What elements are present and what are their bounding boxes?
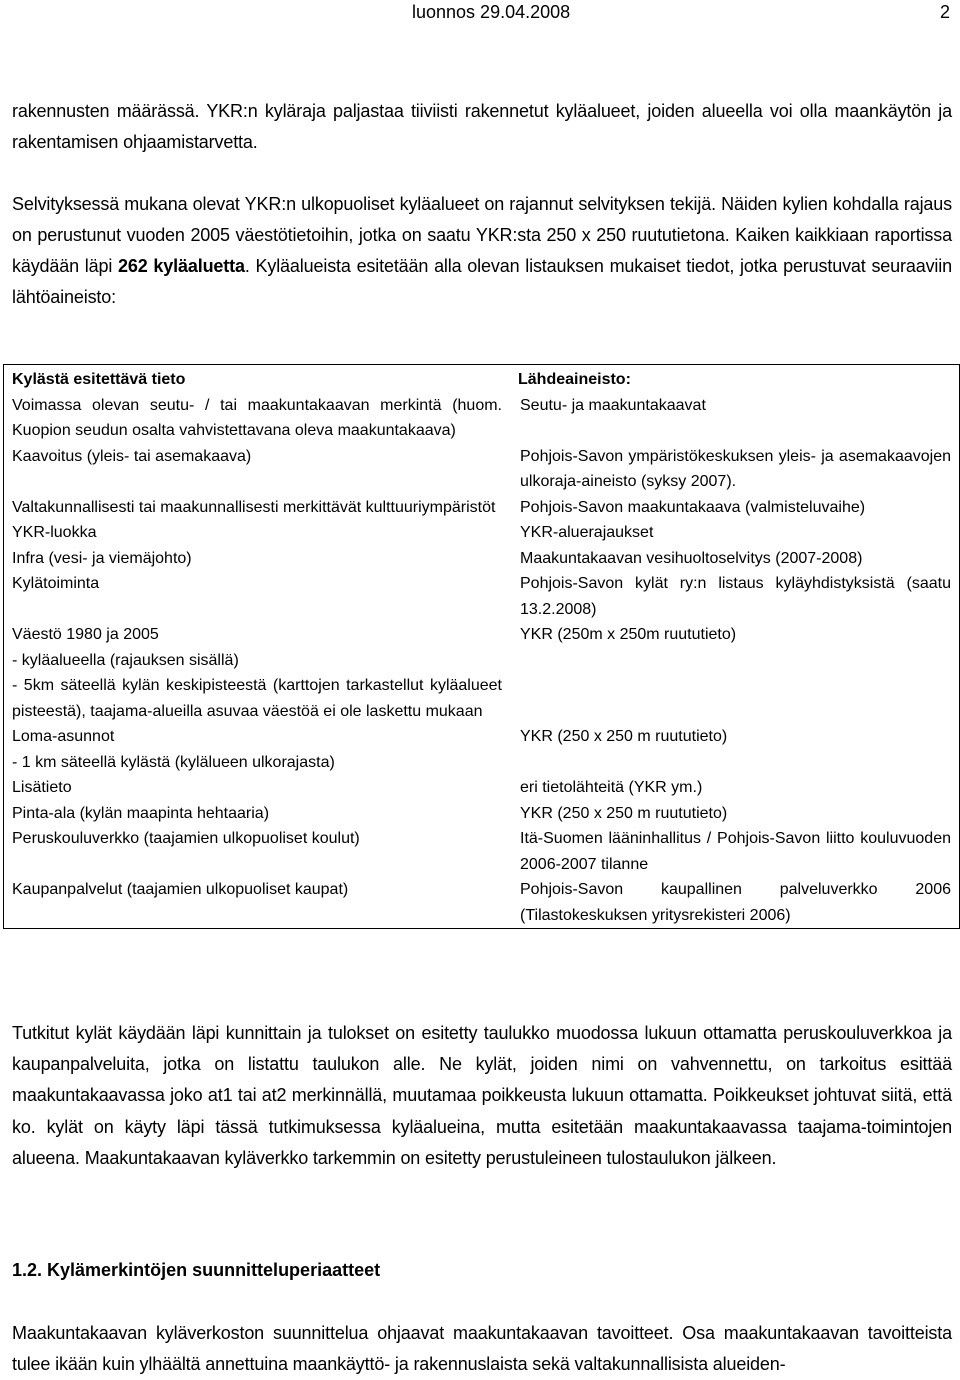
table-row	[4, 546, 960, 572]
paragraph-intro: rakennusten määrässä. YKR:n kyläraja paljastaa tiiviisti rakennetut kyläalueet, joiden alueella voi olla maankäytön ja rakentamisen ohjaamistarvetta.	[12, 101, 952, 152]
table-row	[4, 775, 960, 801]
table-header-row	[4, 365, 960, 393]
table-cell-source: Pohjois-Savon ympäristökeskuksen yleis- ja asemakaavojen ulkoraja-aineisto (syksy 2007).	[520, 447, 951, 490]
table-cell-info	[4, 724, 511, 775]
table-cell-source: Maakuntakaavan vesihuoltoselvitys (2007-2008)	[520, 549, 863, 567]
page-header	[12, 2, 952, 26]
table-header-source: Lähdeaineisto:	[518, 371, 631, 388]
table-row	[4, 724, 960, 775]
table-row	[4, 520, 960, 546]
paragraph-planning: Maakuntakaavan kyläverkoston suunnittelua ohjaavat maakuntakaavan tavoitteet. Osa maakuntakaavan tavoitteista tulee ikään kuin ylhäältä annettuina maankäyttö- ja rakennuslaista sekä valtakunnallisista alueiden-	[12, 1323, 952, 1374]
table-cell-source: YKR-aluerajaukset	[520, 524, 654, 541]
table-header-info: Kylästä esitettävä tieto	[12, 371, 186, 388]
table-cell-source: YKR (250m x 250m ruututieto)	[520, 626, 737, 643]
table-cell-source: Pohjois-Savon kylät ry:n listaus kyläyhdistyksistä (saatu 13.2.2008)	[520, 575, 951, 618]
table-cell-line: - 5km säteellä kylän keskipisteestä (karttojen tarkastellut kyläalueet pisteestä), taajama-alueilla asuvaa väestöä ei ole laskettu mukaan	[12, 677, 502, 720]
table-cell-info: Infra (vesi- ja viemäjohto)	[12, 549, 192, 567]
table-cell-source: Pohjois-Savon kaupallinen palveluverkko 2006 (Tilastokeskuksen yritysrekisteri 2006)	[520, 881, 951, 924]
village-count: 262 kyläaluetta	[118, 256, 245, 276]
table-row	[4, 571, 960, 622]
table-cell-source: YKR (250 x 250 m ruututieto)	[520, 804, 728, 822]
table-cell-source: Seutu- ja maakuntakaavat	[520, 396, 706, 414]
table-cell-line: Loma-asunnot	[12, 728, 115, 745]
table-row	[4, 495, 960, 521]
table-cell-info: Pinta-ala (kylän maapinta hehtaaria)	[12, 804, 270, 822]
paragraph-results: Tutkitut kylät käydään läpi kunnittain ja tulokset on esitetty taulukko muodossa lukuun ottamatta peruskouluverkkoa ja kaupanpalveluita, jotka on listattu taulukon alle. Ne kylät, joiden nimi on vahvennettu, on tarkoitus esittää maakuntakaavassa joko at1 tai at2 merkinnällä, muutamaa poikkeusta lukuun ottamatta. Poikkeukset johtuvat siitä, että ko. kylät on käyty läpi tässä tutkimuksessa kyläalueina, mutta esitetään maakuntakaavassa taajama-toimintojen alueena. Maakuntakaavan kyläverkko tarkemmin on esitetty perustuleineen tulostaulukon jälkeen.	[12, 1023, 952, 1168]
table-cell-line: - kyläalueella (rajauksen sisällä)	[12, 651, 239, 669]
table-cell-source: Pohjois-Savon maakuntakaava (valmisteluvaihe)	[520, 498, 866, 516]
table-cell-info: YKR-luokka	[12, 524, 97, 541]
table-row	[4, 877, 960, 929]
table-row	[4, 393, 960, 444]
section-heading: 1.2. Kylämerkintöjen suunnitteluperiaatteet	[12, 1260, 381, 1280]
table-cell-info: Peruskouluverkko (taajamien ulkopuoliset koulut)	[12, 830, 360, 847]
table-row	[4, 801, 960, 827]
header-date: luonnos 29.04.2008	[412, 2, 571, 22]
table-cell-info: Kaavoitus (yleis- tai asemakaava)	[12, 447, 252, 465]
paragraph-selection-part1: Selvityksessä mukana olevat YKR:n ulkopuoliset kyläalueet on rajannut selvityksen tekijä. Näiden kylien kohdalla rajaus on perustunut vuoden 2005 väestötietoihin, jotka on saatu YKR:sta 250 x 250 ruututietona. Kaiken kaikkiaan raportissa käydään läpi	[12, 194, 952, 276]
paragraph-selection	[12, 189, 952, 313]
table-cell-source: eri tietolähteitä (YKR ym.)	[520, 779, 703, 796]
page-number: 2	[939, 2, 950, 22]
table-cell-source: Itä-Suomen lääninhallitus / Pohjois-Savon liitto kouluvuoden 2006-2007 tilanne	[520, 830, 951, 873]
table-cell-info	[4, 622, 511, 724]
table-cell-line: Väestö 1980 ja 2005	[12, 626, 159, 643]
data-sources-table	[3, 364, 960, 929]
table-cell-line: - 1 km säteellä kylästä (kylälueen ulkorajasta)	[12, 753, 335, 771]
table-cell-info: Voimassa olevan seutu- / tai maakuntakaavan merkintä (huom. Kuopion seudun osalta vahvistettavana oleva maakuntakaava)	[12, 396, 502, 439]
table-cell-info: Kaupanpalvelut (taajamien ulkopuoliset kaupat)	[12, 881, 349, 898]
table-cell-info: Kylätoiminta	[12, 575, 100, 592]
table-row	[4, 622, 960, 724]
table-cell-info: Valtakunnallisesti tai maakunnallisesti merkittävät kulttuuriympäristöt	[12, 498, 496, 516]
table-row	[4, 826, 960, 877]
paragraph-selection-part2: . Kyläalueista esitetään alla olevan listauksen mukaiset tiedot, jotka perustuvat seuraaviin lähtöaineisto:	[12, 256, 952, 307]
table-cell-source: YKR (250 x 250 m ruututieto)	[520, 728, 728, 745]
table-cell-info: Lisätieto	[12, 779, 72, 796]
table-row	[4, 444, 960, 495]
